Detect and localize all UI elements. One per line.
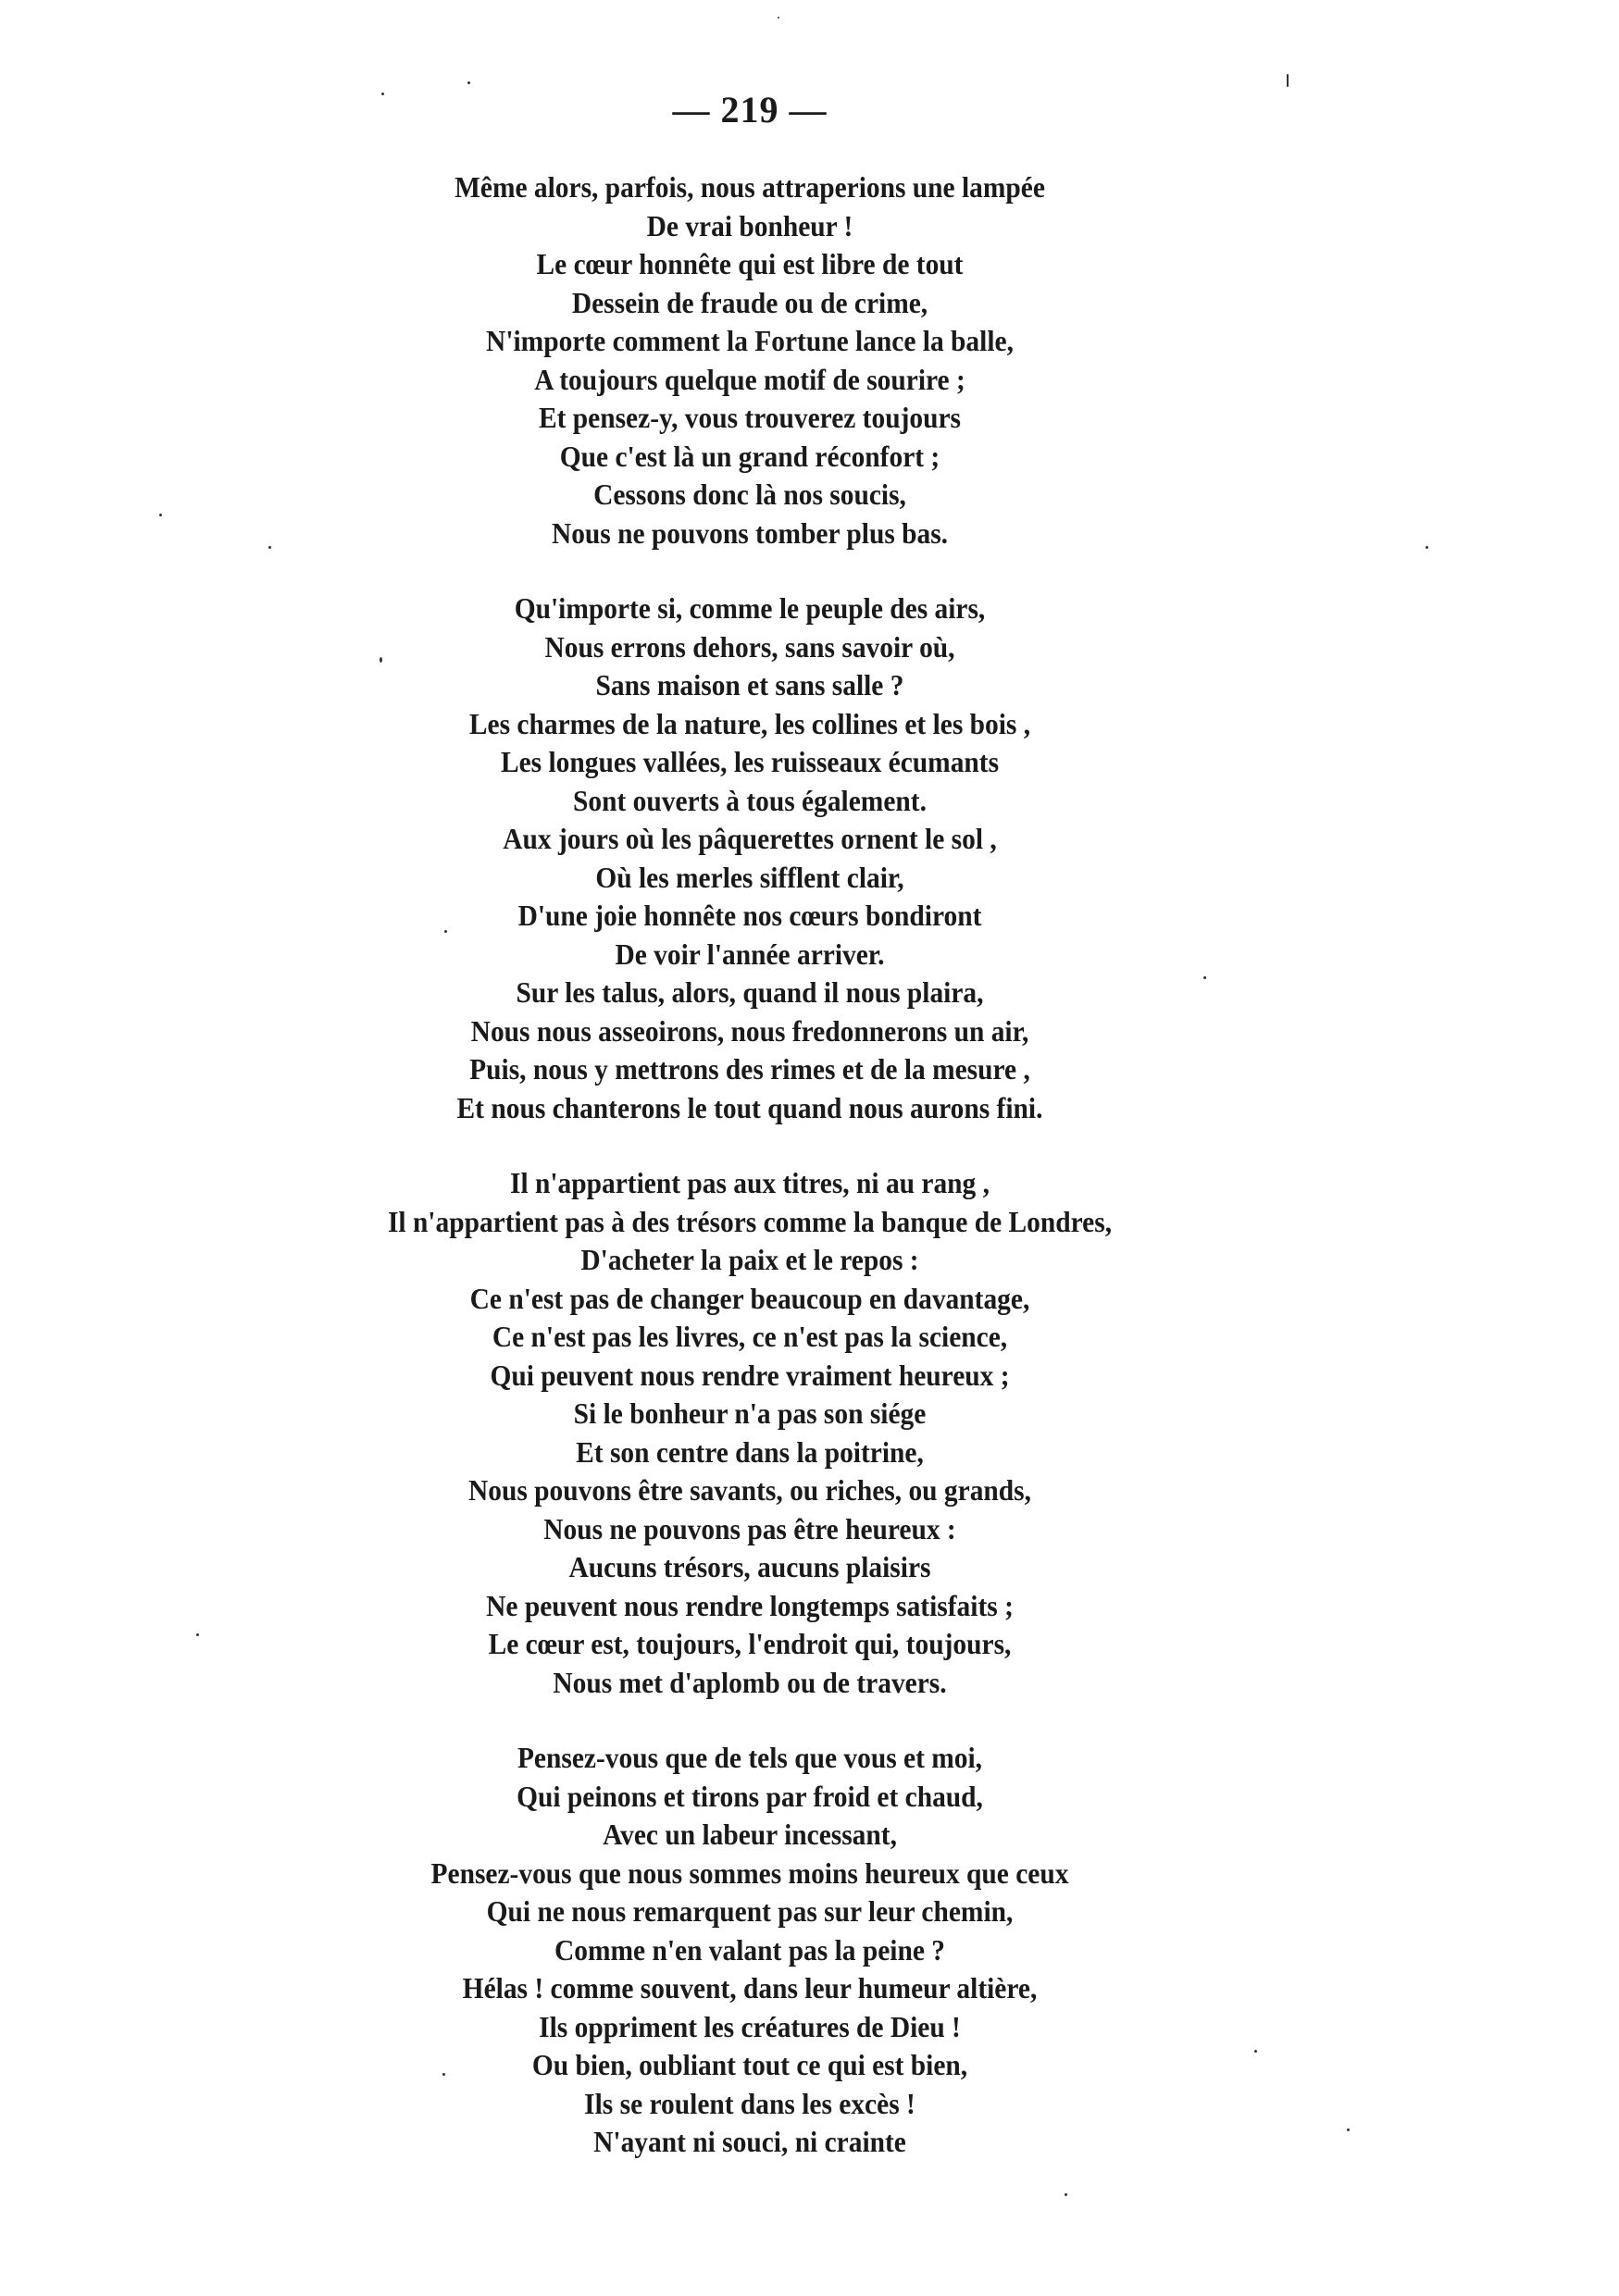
verse-line: Qu'importe si, comme le peuple des airs, — [514, 591, 986, 625]
verse-line: Nous nous asseoirons, nous fredonnerons un air, — [470, 1013, 1029, 1048]
verse-line: Aux jours où les pâquerettes ornent le sol , — [503, 822, 997, 855]
verse-line: D'une joie honnête nos cœurs bondiront — [517, 899, 982, 932]
verse-line: Ils oppriment les créatures de Dieu ! — [539, 2009, 961, 2043]
stanza-2 — [307, 590, 1193, 1127]
verse-line: N'ayant ni souci, ni crainte — [593, 2125, 906, 2158]
scan-speck — [1426, 546, 1428, 549]
scan-speck — [1287, 74, 1289, 87]
scan-speck — [467, 81, 470, 84]
verse-line: Nous ne pouvons tomber plus bas. — [551, 515, 949, 550]
verse-line: Que c'est là un grand réconfort ; — [559, 439, 940, 473]
verse-line: Avec un labeur incessant, — [603, 1818, 897, 1851]
verse-line: Nous errons dehors, sans savoir où, — [544, 629, 955, 664]
verse-line: Pensez-vous que de tels que vous et moi, — [517, 1741, 983, 1774]
scan-speck — [444, 930, 447, 933]
verse-line: Même alors, parfois, nous attraperions une lampée — [455, 170, 1045, 204]
stanza-4 — [307, 1739, 1193, 2162]
verse-line: Le cœur honnête qui est libre de tout — [536, 247, 964, 280]
scan-speck — [268, 546, 271, 549]
verse-line: Il n'appartient pas à des trésors comme la banque de Londres, — [387, 1204, 1113, 1238]
verse-line: Ce n'est pas les livres, ce n'est pas la science, — [492, 1320, 1008, 1353]
scan-speck — [1347, 2128, 1350, 2131]
verse-line: Et son centre dans la poitrine, — [576, 1434, 924, 1469]
scan-speck — [196, 1633, 199, 1636]
verse-line: Le cœur est, toujours, l'endroit qui, toujours, — [488, 1627, 1012, 1660]
page-number: — 219 — — [672, 89, 828, 130]
stanza-1 — [307, 168, 1193, 552]
verse-line: Sont ouverts à tous également. — [573, 783, 927, 817]
verse-line: Nous met d'aplomb ou de travers. — [553, 1665, 947, 1699]
scan-speck — [380, 657, 382, 663]
verse-line: Cessons donc là nos soucis, — [593, 478, 906, 511]
verse-line: De vrai bonheur ! — [646, 208, 853, 242]
scan-speck — [442, 2073, 445, 2076]
verse-line: Nous ne pouvons pas être heureux : — [543, 1511, 956, 1545]
verse-line: De voir l'année arriver. — [615, 937, 885, 971]
verse-line: D'acheter la paix et le repos : — [580, 1243, 919, 1276]
verse-line: Et pensez-y, vous trouverez toujours — [538, 401, 962, 434]
verse-line: Ils se roulent dans les excès ! — [584, 2086, 915, 2120]
verse-line: Si le bonheur n'a pas son siége — [573, 1396, 927, 1430]
verse-line: Les charmes de la nature, les collines et les bois , — [468, 706, 1031, 740]
verse-line: A toujours quelque motif de sourire ; — [534, 362, 965, 396]
verse-line: Où les merles sifflent clair, — [595, 860, 904, 894]
verse-line: Qui peuvent nous rendre vraiment heureux ; — [490, 1358, 1010, 1392]
verse-line: Sur les talus, alors, quand il nous plaira, — [516, 975, 984, 1009]
verse-line: Ce n'est pas de changer beaucoup en davantage, — [469, 1281, 1030, 1315]
scan-speck — [778, 17, 779, 19]
verse-line: Aucuns trésors, aucuns plaisirs — [568, 1550, 931, 1583]
verse-line: Ne peuvent nous rendre longtemps satisfaits ; — [486, 1588, 1014, 1622]
verse-line: Nous pouvons être savants, ou riches, ou grands, — [468, 1473, 1031, 1507]
verse-line: Ou bien, oubliant tout ce qui est bien, — [531, 2048, 968, 2081]
verse-line: Comme n'en valant pas la peine ? — [554, 1932, 945, 1967]
verse-line: Hélas ! comme souvent, dans leur humeur altière, — [462, 1971, 1038, 2004]
scan-speck — [1254, 2050, 1257, 2053]
scan-speck — [381, 93, 384, 95]
verse-line: Dessein de fraude ou de crime, — [571, 285, 928, 319]
scan-speck — [1203, 976, 1206, 979]
verse-line: Qui peinons et tirons par froid et chaud, — [517, 1779, 983, 1813]
verse-line: Qui ne nous remarquent pas sur leur chemin, — [486, 1894, 1014, 1928]
scan-speck — [1065, 2193, 1067, 2196]
verse-line: Sans maison et sans salle ? — [595, 668, 904, 701]
verse-line: Et nous chanterons le tout quand nous aurons fini. — [456, 1090, 1043, 1124]
verse-line: Il n'appartient pas aux titres, ni au rang , — [509, 1166, 990, 1199]
verse-line: Puis, nous y mettrons des rimes et de la mesure , — [469, 1052, 1030, 1086]
verse-line: N'importe comment la Fortune lance la balle, — [486, 324, 1014, 357]
poem-text — [307, 168, 1193, 2162]
verse-line: Pensez-vous que nous sommes moins heureux que ceux — [430, 1855, 1069, 1890]
scan-speck — [159, 514, 162, 516]
verse-line: Les longues vallées, les ruisseaux écumants — [500, 745, 1000, 778]
stanza-3 — [307, 1164, 1193, 1702]
